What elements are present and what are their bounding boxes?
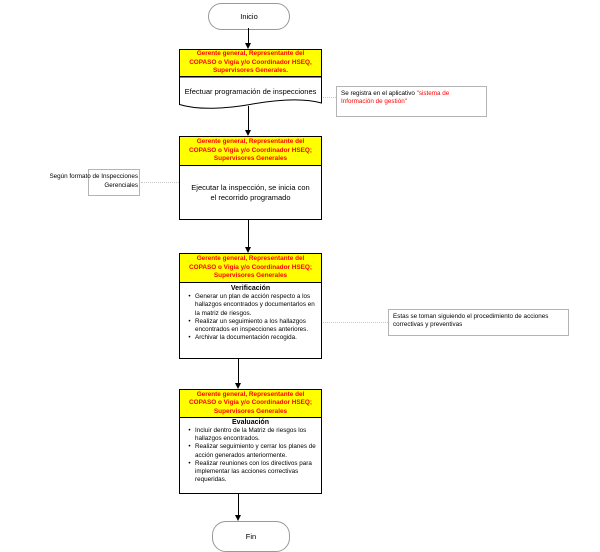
step1-actor-label: Gerente general, Representante del COPASO o Vigía y/o Coordinador HSEQ, Supervisores Generales. — [189, 50, 312, 75]
annotation-connector — [323, 97, 336, 98]
step4-actor-header — [179, 389, 322, 418]
annotation-actions: Estas se toman siguiendo el procedimiento de acciones correctivas y preventivas — [388, 309, 569, 336]
step3-section-title: Verificación — [230, 285, 271, 292]
bullet-item — [184, 318, 319, 335]
verification-bullet-list — [180, 293, 321, 343]
step4-section-title: Evaluación — [232, 419, 269, 426]
flow-connector-line — [238, 494, 239, 516]
bullet-item — [184, 427, 319, 443]
bullet-item — [184, 460, 319, 485]
annotation-register-highlight: "sistema de Información de gestión" — [341, 90, 450, 106]
step3-actor-label: Gerente general, Representante del COPASO o Vigía y/o Coordinador HSEQ; Supervisores Generales — [189, 255, 312, 280]
step3-body — [179, 283, 322, 359]
step3-actor-header — [179, 253, 322, 283]
annotation-connector — [323, 322, 388, 323]
bullet-text: • Realizar seguimiento y cerrar los planes de acción generados anteriormente. — [195, 443, 316, 459]
evaluation-bullet-list — [180, 427, 321, 484]
bullet-item — [184, 334, 319, 342]
bullet-item — [184, 293, 319, 318]
annotation-connector — [141, 182, 179, 183]
annotation-format: Según formato de Inspecciones Gerenciales — [49, 173, 138, 189]
flow-connector-line — [238, 359, 239, 384]
step4-actor-label: Gerente general, Representante del COPASO o Vigía y/o Coordinador HSEQ; Supervisores Generales — [189, 390, 312, 415]
end-terminal-label: Fin — [245, 532, 257, 541]
bullet-item — [184, 443, 319, 459]
annotation-register-prefix: Se registra en el aplicativo — [341, 90, 417, 97]
flow-connector-line — [248, 220, 249, 248]
flow-connector-line — [248, 28, 249, 44]
step1-actor-header — [179, 49, 322, 77]
bullet-text: • Archivar la documentación recogida. — [195, 334, 297, 342]
step2-actor-header — [179, 136, 322, 166]
step2-actor-label: Gerente general, Representante del COPASO o Vigía y/o Coordinador HSEQ; Supervisores Generales — [189, 138, 312, 163]
start-terminal-label: Inicio — [240, 12, 258, 21]
bullet-text: • Incluir dentro de la Matriz de riesgos los hallazgos encontrados. — [195, 427, 307, 443]
step4-body — [179, 418, 322, 494]
bullet-text: • Realizar un seguimiento a los hallazgos encontrados en inspecciones anteriores. — [195, 317, 309, 334]
step1-body: Efectuar programación de inspecciones — [184, 86, 317, 96]
flow-connector-line — [248, 106, 249, 131]
start-terminal — [208, 3, 290, 30]
bullet-text: • Realizar reuniones con los directivos para implementar las acciones correctivas requeridas. — [195, 459, 312, 484]
annotation-register — [336, 86, 487, 117]
end-terminal — [212, 521, 290, 552]
step2-body: Ejecutar la inspección, se inicia con el recorrido programado — [179, 166, 322, 220]
bullet-text: • Generar un plan de acción respecto a los hallazgos encontrados y documentarlos en la matriz de riesgos. — [195, 293, 315, 317]
